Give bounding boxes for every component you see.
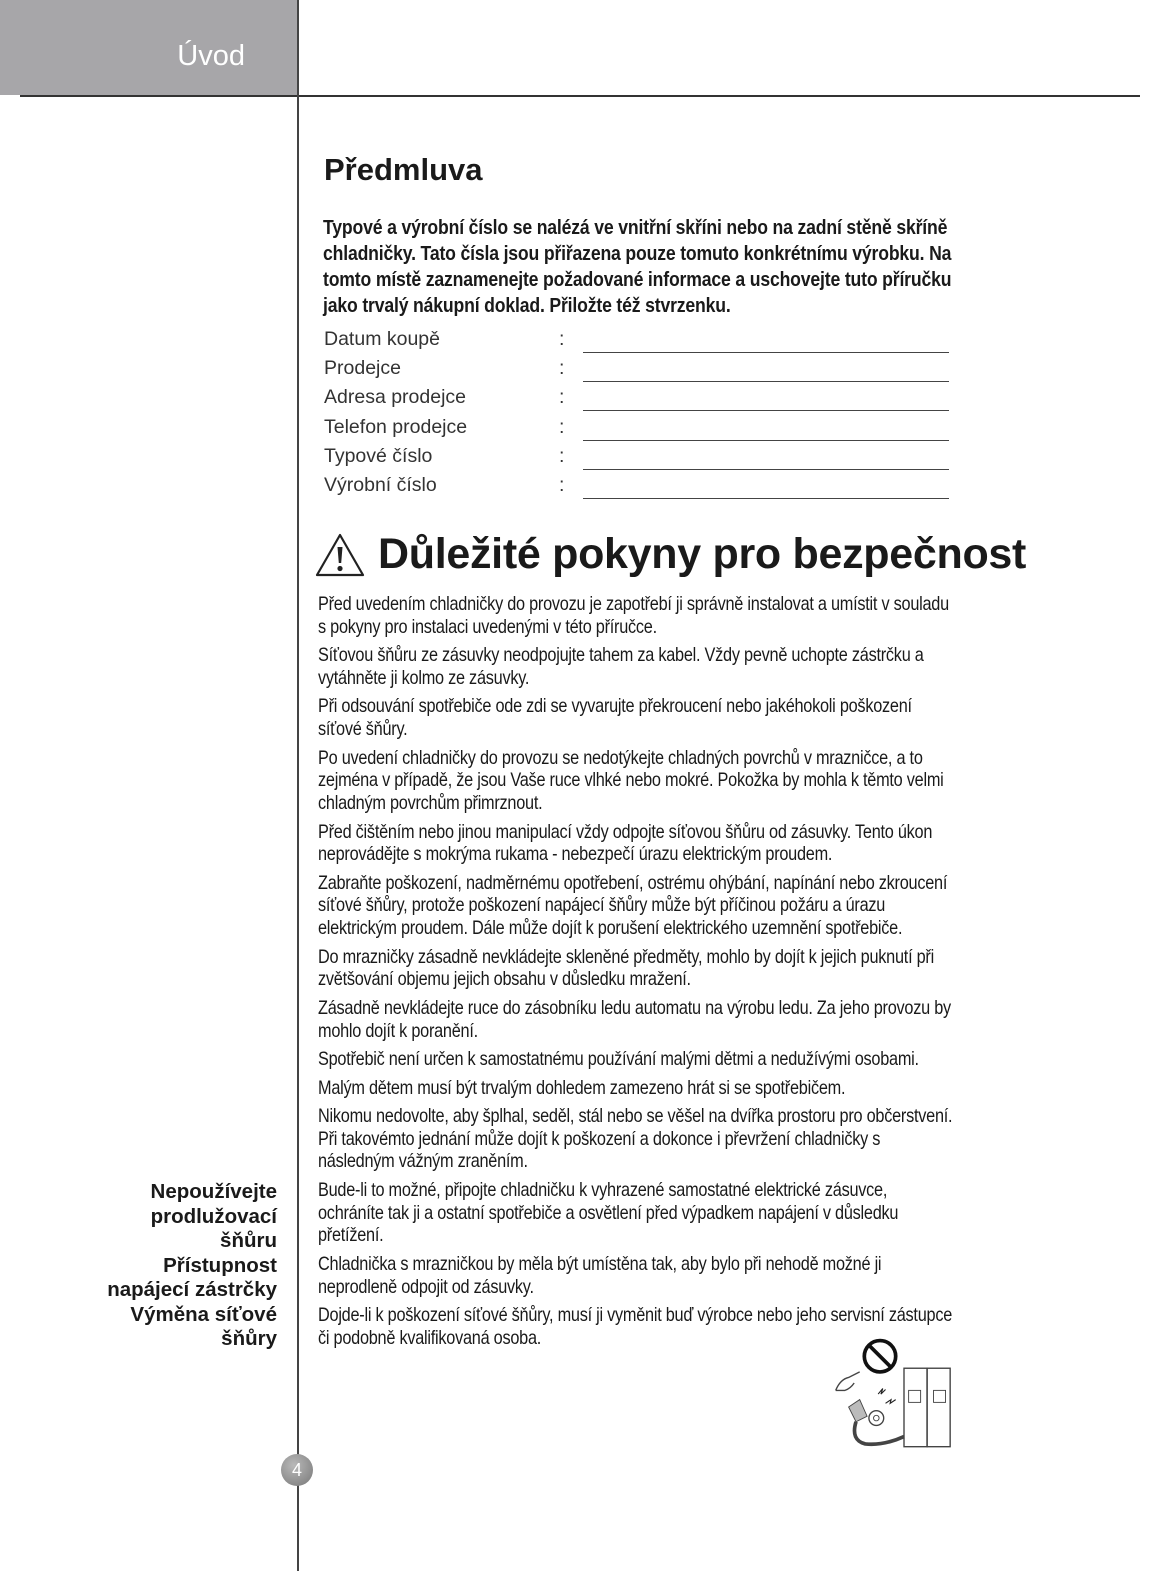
text-line: ochráníte tak ji a ostatní spotřebiče a osvětlení před výpadkem napájení v důsledku	[318, 1201, 899, 1224]
intro-line: jako trvalý nákupní doklad. Přiložte též stvrzenku.	[323, 294, 731, 317]
text-line: síťové šňůry, protože poškození napájecí šňůry může být příčinou požáru a úrazu	[318, 894, 886, 917]
text-line: Před uvedením chladničky do provozu je zapotřebí ji správně instalovat a umístit v souladu	[318, 593, 949, 615]
header-divider	[20, 95, 1140, 97]
purchase-form	[324, 328, 964, 503]
preface-title: Předmluva	[324, 152, 483, 187]
section-title: Úvod	[177, 40, 245, 72]
side-notes	[107, 1180, 277, 1352]
field-blank-line	[583, 410, 949, 411]
safety-paragraph	[318, 593, 1036, 638]
form-row	[324, 328, 964, 357]
text-line: Nikomu nedovolte, aby šplhal, seděl, stál nebo se věšel na dvířka prostoru pro občerstvení.	[318, 1105, 953, 1128]
text-line: Bude-li to možné, připojte chladničku k vyhrazené samostatné elektrické zásuvce,	[318, 1178, 888, 1201]
field-separator: :	[559, 357, 565, 380]
text-line: Do mrazničky zásadně nevkládejte skleněné předměty, mohlo by dojít k jejich puknutí při	[318, 945, 934, 968]
text-line: vytáhněte ji kolmo ze zásuvky.	[318, 666, 530, 689]
form-row	[324, 445, 964, 474]
text-line: Malým dětem musí být trvalým dohledem zamezeno hrát si se spotřebičem.	[318, 1076, 846, 1099]
field-blank-line	[583, 498, 949, 499]
field-separator: :	[559, 386, 565, 409]
side-note-line: šňůry	[221, 1327, 277, 1350]
intro-line: tomto místě zaznamenejte požadované informace a uschovejte tuto příručku	[323, 268, 952, 291]
section-header	[0, 0, 297, 95]
text-line: či podobně kvalifikovaná osoba.	[318, 1326, 542, 1349]
text-line: Při odsouvání spotřebiče ode zdi se vyvarujte překroucení nebo jakéhokoli poškození	[318, 695, 912, 718]
text-line: elektrickým proudem. Dále může dojít k porušení elektrického uzemnění spotřebiče.	[318, 917, 903, 940]
field-label: Typové číslo	[324, 444, 433, 467]
safety-heading	[314, 530, 1026, 579]
unplug-prohibited-illustration	[822, 1335, 962, 1455]
text-line: Dojde-li k poškození síťové šňůry, musí ji vyměnit buď výrobce nebo jeho servisní zástupce	[318, 1304, 953, 1327]
safety-paragraph	[318, 1077, 1036, 1100]
text-line: Zabraňte poškození, nadměrnému opotřebení, ostrému ohýbání, napínání nebo zkroucení	[318, 871, 948, 894]
page-number: 4	[281, 1454, 313, 1486]
field-label: Výrobní číslo	[324, 473, 437, 496]
side-note-line: napájecí zástrčky	[107, 1278, 277, 1301]
form-row	[324, 357, 964, 386]
form-row	[324, 474, 964, 503]
warning-icon	[314, 532, 366, 578]
text-line: zvětšování objemu jejich obsahu v důsledku mražení.	[318, 968, 691, 991]
form-row	[324, 416, 964, 445]
side-note-line: prodlužovací	[150, 1204, 277, 1228]
field-blank-line	[583, 469, 949, 470]
text-line: následným vážným zraněním.	[318, 1150, 528, 1173]
field-separator: :	[559, 328, 565, 350]
side-note-line: Výměna síťové	[130, 1302, 277, 1326]
text-line: Spotřebič není určen k samostatnému používání malými dětmi a nedužívými osobami.	[318, 1048, 919, 1071]
safety-paragraph	[318, 872, 1036, 940]
safety-instructions	[318, 593, 1036, 1355]
text-line: Zásadně nevkládejte ruce do zásobníku ledu automatu na výrobu ledu. Za jeho provozu by	[318, 996, 951, 1019]
safety-paragraph	[318, 1048, 1036, 1071]
safety-paragraph	[318, 1105, 1036, 1173]
field-label: Telefon prodejce	[324, 415, 468, 438]
text-line: Po uvedení chladničky do provozu se nedotýkejte chladných povrchů v mrazničce, a to	[318, 746, 923, 769]
text-line: Síťovou šňůru ze zásuvky neodpojujte tahem za kabel. Vždy pevně uchopte zástrčku a	[318, 644, 924, 667]
intro-line: Typové a výrobní číslo se nalézá ve vnitřní skříni nebo na zadní stěně skříně	[323, 216, 948, 239]
safety-paragraph	[318, 644, 1036, 689]
safety-paragraph	[318, 747, 1036, 815]
form-row	[324, 386, 964, 415]
text-line: Chladnička s mrazničkou by měla být umístěna tak, aby bylo při nehodě možné ji	[318, 1252, 882, 1275]
field-separator: :	[559, 444, 565, 467]
field-separator: :	[559, 415, 565, 438]
text-line: síťové šňůry.	[318, 718, 408, 741]
field-separator: :	[559, 473, 565, 496]
safety-paragraph	[318, 695, 1036, 740]
side-note-line: Přístupnost	[163, 1253, 277, 1277]
side-note-line: šňůru	[220, 1229, 277, 1252]
text-line: Před čištěním nebo jinou manipulací vždy odpojte síťovou šňůru od zásuvky. Tento úkon	[318, 820, 933, 843]
text-line: chladným povrchům přimrznout.	[318, 792, 543, 815]
safety-paragraph	[318, 946, 1036, 991]
safety-paragraph	[318, 1253, 1036, 1298]
field-label: Datum koupě	[324, 328, 440, 350]
field-label: Adresa prodejce	[324, 386, 467, 409]
text-line: mohlo dojít k poranění.	[318, 1019, 478, 1042]
field-blank-line	[583, 352, 949, 353]
side-note-line: Nepoužívejte	[150, 1180, 277, 1203]
text-line: přetížení.	[318, 1224, 384, 1247]
safety-paragraph	[318, 997, 1036, 1042]
text-line: s pokyny pro instalaci uvedenými v této příručce.	[318, 615, 657, 638]
text-line: Při takovémto jednání může dojít k poškození a dokonce i převržení chladničky s	[318, 1127, 881, 1150]
text-line: neprodleně odpojit od zásuvky.	[318, 1275, 534, 1298]
safety-paragraph	[318, 821, 1036, 866]
intro-line: chladničky. Tato čísla jsou přiřazena pouze tomuto konkrétnímu výrobku. Na	[323, 242, 952, 265]
preface-intro	[323, 215, 1080, 319]
field-blank-line	[583, 381, 949, 382]
margin-divider	[297, 0, 299, 1571]
text-line: zejména v případě, že jsou Vaše ruce vlhké nebo mokré. Pokožka by mohla k těmto velmi	[318, 769, 944, 792]
field-blank-line	[583, 440, 949, 441]
text-line: neprovádějte s mokrýma rukama - nebezpečí úrazu elektrickým proudem.	[318, 843, 833, 866]
field-label: Prodejce	[324, 357, 401, 380]
safety-title: Důležité pokyny pro bezpečnost	[378, 530, 1027, 578]
safety-paragraph	[318, 1179, 1036, 1247]
